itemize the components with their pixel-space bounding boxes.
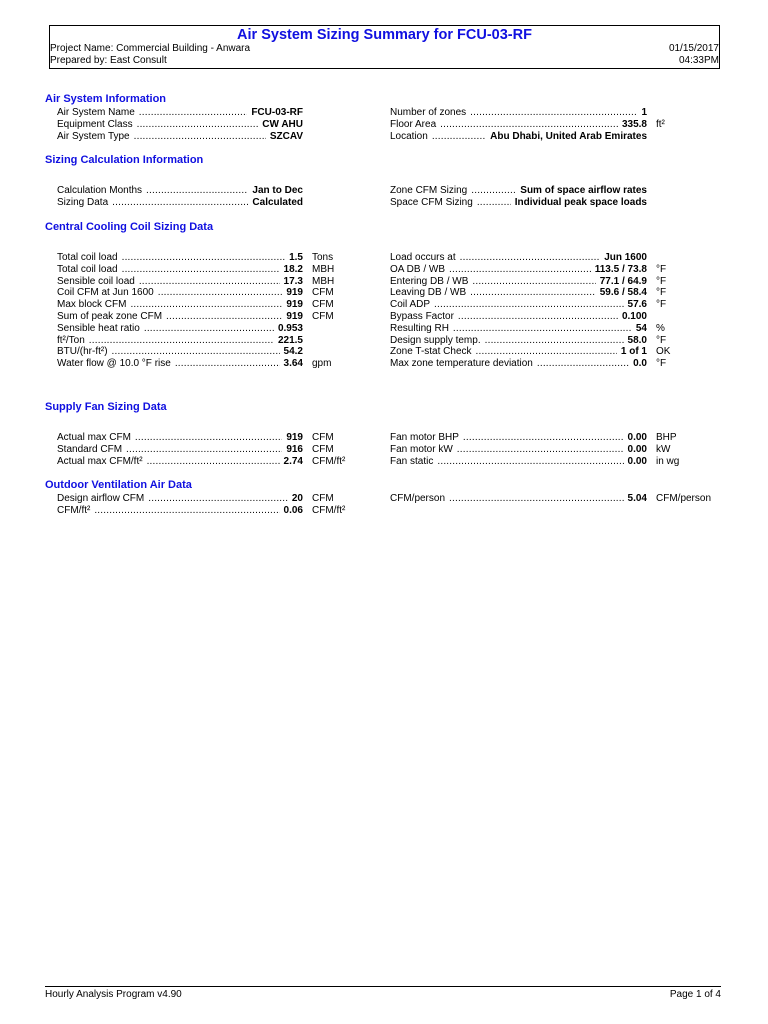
- field-label: Actual max CFM/ft²: [57, 455, 143, 467]
- dot-leader: [126, 444, 282, 456]
- field-row-actual-max-cfm: [57, 432, 377, 444]
- dot-leader: [537, 358, 629, 370]
- dot-leader: [139, 107, 248, 119]
- field-label: Load occurs at: [390, 252, 456, 263]
- field-label: Floor Area: [390, 118, 437, 130]
- field-label: Zone T-stat Check: [390, 346, 472, 358]
- field-value: Individual peak space loads: [514, 196, 647, 208]
- dot-leader: [146, 185, 248, 197]
- field-value: 919: [286, 432, 303, 443]
- report-title: Air System Sizing Summary for FCU-03-RF: [237, 27, 532, 43]
- dot-leader: [130, 299, 282, 311]
- field-row-location: [390, 131, 760, 143]
- dot-leader: [147, 456, 280, 468]
- footer-program: Hourly Analysis Program v4.90: [45, 989, 182, 1000]
- field-value: 0.00: [627, 432, 647, 443]
- field-value: 916: [286, 443, 303, 455]
- report-date: 01/15/2017: [668, 43, 719, 54]
- field-label: Water flow @ 10.0 °F rise: [57, 358, 171, 370]
- dot-leader: [470, 107, 637, 119]
- field-row-coil-cfm-at-jun-1600: [57, 287, 377, 299]
- dot-leader: [135, 432, 282, 444]
- field-label: Fan motor BHP: [390, 432, 459, 443]
- field-row-fan-motor-bhp: [390, 432, 760, 444]
- field-label: Total coil load: [57, 252, 118, 263]
- field-unit: CFM/ft²: [312, 504, 346, 516]
- field-row-calculation-months: [57, 185, 377, 197]
- field-value: Calculated: [252, 196, 303, 208]
- dot-leader: [477, 197, 511, 209]
- field-label: Sensible coil load: [57, 275, 135, 287]
- field-row-equipment-class: [57, 119, 377, 131]
- field-label: Bypass Factor: [390, 311, 454, 322]
- dot-leader: [449, 264, 591, 276]
- field-row-number-of-zones: [390, 107, 760, 119]
- field-value: 1 of 1: [620, 346, 647, 358]
- field-value: 57.6: [627, 299, 647, 311]
- field-value: SZCAV: [269, 130, 303, 142]
- field-value: FCU-03-RF: [251, 107, 303, 118]
- field-unit: in wg: [656, 455, 680, 467]
- dot-leader: [112, 346, 280, 358]
- field-value: 919: [286, 287, 303, 299]
- field-row-max-block-cfm: [57, 299, 377, 311]
- field-row-standard-cfm: [57, 444, 377, 456]
- field-unit: OK: [656, 346, 671, 358]
- field-label: ft²/Ton: [57, 334, 85, 346]
- field-unit: CFM: [312, 493, 334, 504]
- dot-leader: [434, 299, 624, 311]
- field-row-total-coil-load: [57, 264, 377, 276]
- field-row-design-supply-temp: [390, 335, 760, 347]
- field-row-ft-ton: [57, 335, 377, 347]
- field-value: 0.100: [621, 311, 647, 322]
- dot-leader: [158, 287, 283, 299]
- dot-leader: [471, 185, 516, 197]
- field-row-water-flow-10-0-f-rise: [57, 358, 377, 370]
- field-row-coil-adp: [390, 299, 760, 311]
- dot-leader: [134, 131, 266, 143]
- field-value: 113.5 / 73.8: [594, 263, 647, 275]
- field-label: Design supply temp.: [390, 334, 481, 346]
- dot-leader: [139, 276, 280, 288]
- field-unit: °F: [656, 263, 667, 275]
- field-value: 77.1 / 64.9: [599, 275, 647, 287]
- dot-leader: [476, 346, 617, 358]
- dot-leader: [122, 252, 286, 264]
- field-label: Sensible heat ratio: [57, 322, 140, 334]
- field-row-cfm-ft: [57, 505, 377, 517]
- field-value: 1.5: [289, 252, 303, 263]
- prepared-by: Prepared by: East Consult: [50, 55, 167, 66]
- field-label: Resulting RH: [390, 322, 449, 334]
- field-unit: CFM: [312, 287, 334, 299]
- field-unit: CFM/ft²: [312, 455, 346, 467]
- field-value: Abu Dhabi, United Arab Emirates: [490, 130, 647, 142]
- field-row-bypass-factor: [390, 311, 760, 323]
- field-value: 58.0: [627, 334, 647, 346]
- field-value: 3.64: [283, 358, 303, 370]
- field-label: Coil CFM at Jun 1600: [57, 287, 154, 299]
- field-label: Equipment Class: [57, 118, 133, 130]
- dot-leader: [463, 432, 624, 444]
- field-unit: °F: [656, 287, 667, 299]
- dot-leader: [457, 444, 624, 456]
- field-row-total-coil-load: [57, 252, 377, 264]
- field-value: 335.8: [621, 118, 647, 130]
- field-value: 0.00: [627, 443, 647, 455]
- dot-leader: [460, 252, 601, 264]
- project-name: Project Name: Commercial Building - Anwara: [50, 43, 251, 54]
- field-unit: CFM: [312, 311, 334, 322]
- field-row-fan-static: [390, 456, 760, 468]
- field-label: Number of zones: [390, 107, 467, 118]
- field-unit: MBH: [312, 275, 335, 287]
- field-value: 5.04: [627, 493, 647, 504]
- field-value: 0.953: [277, 322, 303, 334]
- field-row-resulting-rh: [390, 323, 760, 335]
- dot-leader: [89, 335, 274, 347]
- field-row-actual-max-cfm-ft: [57, 456, 377, 468]
- field-value: 0.00: [627, 455, 647, 467]
- field-unit: MBH: [312, 263, 335, 275]
- field-label: CFM/person: [390, 493, 446, 504]
- field-label: Total coil load: [57, 263, 118, 275]
- field-row-fan-motor-kw: [390, 444, 760, 456]
- field-value: Jan to Dec: [252, 185, 303, 196]
- field-label: Actual max CFM: [57, 432, 131, 443]
- field-row-sizing-data: [57, 197, 377, 209]
- field-row-load-occurs-at: [390, 252, 760, 264]
- dot-leader: [112, 197, 248, 209]
- field-label: Coil ADP: [390, 299, 431, 311]
- field-row-air-system-type: [57, 131, 377, 143]
- field-value: 0.0: [633, 358, 647, 370]
- dot-leader: [458, 311, 618, 323]
- field-row-sensible-coil-load: [57, 276, 377, 288]
- field-label: Fan static: [390, 455, 434, 467]
- section-sizing-calculation-information: Sizing Calculation Information: [45, 154, 204, 166]
- field-value: Sum of space airflow rates: [520, 185, 647, 196]
- section-supply-fan: Supply Fan Sizing Data: [45, 401, 167, 413]
- field-value: CW AHU: [262, 118, 303, 130]
- field-row-max-zone-temperature-deviation: [390, 358, 760, 370]
- field-value: 0.06: [283, 504, 303, 516]
- report-header: [49, 25, 720, 69]
- field-label: Sum of peak zone CFM: [57, 311, 163, 322]
- field-label: CFM/ft²: [57, 504, 91, 516]
- field-unit: BHP: [656, 432, 677, 443]
- field-unit: °F: [656, 299, 667, 311]
- section-central-cooling-coil: Central Cooling Coil Sizing Data: [45, 221, 214, 233]
- field-label: Space CFM Sizing: [390, 196, 473, 208]
- field-unit: CFM: [312, 299, 334, 311]
- section-air-system-information: Air System Information: [45, 93, 167, 105]
- field-row-zone-cfm-sizing: [390, 185, 760, 197]
- dot-leader: [453, 323, 632, 335]
- field-unit: kW: [656, 443, 671, 455]
- field-value: 919: [286, 311, 303, 322]
- field-label: Leaving DB / WB: [390, 287, 467, 299]
- field-value: 59.6 / 58.4: [599, 287, 647, 299]
- field-unit: CFM: [312, 443, 334, 455]
- field-value: 54.2: [283, 346, 303, 358]
- field-row-floor-area: [390, 119, 760, 131]
- field-row-sum-of-peak-zone-cfm: [57, 311, 377, 323]
- dot-leader: [485, 335, 624, 347]
- dot-leader: [148, 493, 288, 505]
- field-row-space-cfm-sizing: [390, 197, 760, 209]
- field-unit: Tons: [312, 252, 334, 263]
- field-row-design-airflow-cfm: [57, 493, 377, 505]
- field-value: 2.74: [283, 455, 303, 467]
- field-row-air-system-name: [57, 107, 377, 119]
- field-label: Location: [390, 130, 428, 142]
- field-value: 17.3: [283, 275, 303, 287]
- field-value: 919: [286, 299, 303, 311]
- field-label: Fan motor kW: [390, 443, 453, 455]
- field-label: Max zone temperature deviation: [390, 358, 533, 370]
- field-label: Standard CFM: [57, 443, 123, 455]
- footer-page-number: Page 1 of 4: [669, 989, 721, 1000]
- field-unit: ft²: [656, 118, 665, 130]
- field-label: Entering DB / WB: [390, 275, 469, 287]
- field-label: Design airflow CFM: [57, 493, 145, 504]
- dot-leader: [470, 287, 596, 299]
- field-row-leaving-db-wb: [390, 287, 760, 299]
- field-row-zone-t-stat-check: [390, 346, 760, 358]
- field-unit: gpm: [312, 358, 332, 370]
- field-row-oa-db-wb: [390, 264, 760, 276]
- field-label: Zone CFM Sizing: [390, 185, 468, 196]
- field-row-sensible-heat-ratio: [57, 323, 377, 335]
- field-label: Calculation Months: [57, 185, 143, 196]
- field-label: OA DB / WB: [390, 263, 446, 275]
- dot-leader: [449, 493, 624, 505]
- field-row-cfm-person: [390, 493, 760, 505]
- field-row-entering-db-wb: [390, 276, 760, 288]
- report-time: 04:33PM: [678, 55, 719, 66]
- field-label: Max block CFM: [57, 299, 127, 311]
- field-label: Air System Type: [57, 130, 130, 142]
- dot-leader: [137, 119, 259, 131]
- dot-leader: [437, 456, 623, 468]
- field-label: BTU/(hr-ft²): [57, 346, 108, 358]
- field-row-btu-hr-ft: [57, 346, 377, 358]
- field-unit: °F: [656, 334, 667, 346]
- field-unit: CFM: [312, 432, 334, 443]
- section-outdoor-ventilation: Outdoor Ventilation Air Data: [45, 479, 192, 491]
- footer-divider: [45, 986, 721, 987]
- field-unit: °F: [656, 275, 667, 287]
- dot-leader: [175, 358, 280, 370]
- field-value: 54: [635, 322, 647, 334]
- dot-leader: [472, 276, 595, 288]
- dot-leader: [440, 119, 618, 131]
- field-unit: CFM/person: [656, 493, 712, 504]
- dot-leader: [144, 323, 274, 335]
- dot-leader: [432, 131, 486, 143]
- field-value: 221.5: [277, 334, 303, 346]
- dot-leader: [166, 311, 282, 323]
- field-label: Sizing Data: [57, 196, 109, 208]
- field-value: 18.2: [283, 263, 303, 275]
- dot-leader: [94, 505, 279, 517]
- field-unit: %: [656, 322, 665, 334]
- dot-leader: [122, 264, 280, 276]
- field-unit: °F: [656, 358, 667, 370]
- field-value: 1: [641, 107, 647, 118]
- field-value: Jun 1600: [604, 252, 647, 263]
- field-label: Air System Name: [57, 107, 135, 118]
- field-value: 20: [291, 493, 303, 504]
